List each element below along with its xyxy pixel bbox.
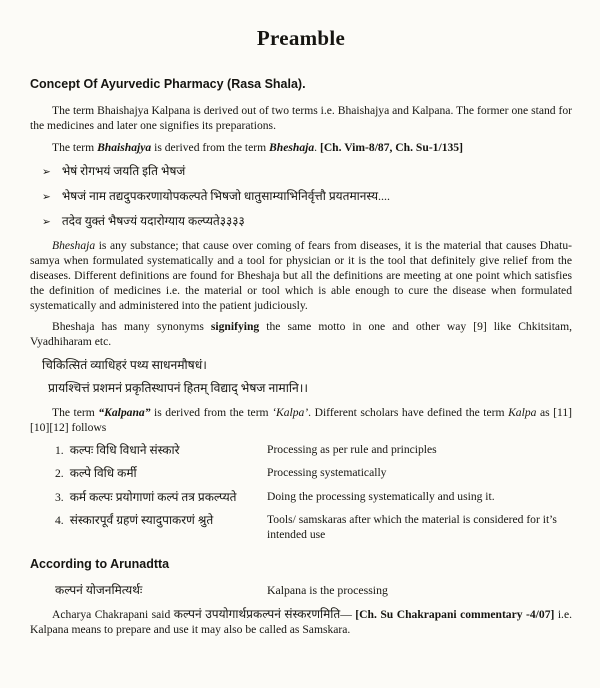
list-number: 2. bbox=[55, 467, 64, 481]
list-number: 4. bbox=[55, 514, 64, 528]
sutra-bullet-item bbox=[30, 214, 572, 230]
sanskrit-shloka-2: प्रायश्चित्तं प्रशमनं प्रकृतिस्थापनं हितम् विद्याद् भेषज नामानि।। bbox=[48, 380, 309, 395]
english-meaning: Tools/ samskaras after which the material is considered for it’s intended use bbox=[267, 513, 557, 541]
text-segment: is derived from the term bbox=[150, 405, 273, 419]
sutra-bullet-item bbox=[30, 189, 572, 205]
text-segment: . bbox=[314, 140, 320, 154]
list-number: 1. bbox=[55, 443, 64, 457]
text-segment: — bbox=[340, 608, 356, 622]
term-bhaishajya: Bhaishajya bbox=[97, 140, 152, 154]
section-heading-pharmacy: Concept Of Ayurvedic Pharmacy (Rasa Shala). bbox=[30, 77, 306, 91]
sanskrit-definition: कल्पे विधि कर्मी bbox=[69, 466, 137, 481]
english-meaning: Doing the processing systematically and using it. bbox=[267, 489, 495, 503]
kalpa-definition-row bbox=[30, 490, 572, 506]
text-segment: The term bbox=[52, 405, 99, 419]
arrowhead-bullet-icon: ➢ bbox=[42, 166, 51, 179]
paragraph-chakrapani bbox=[30, 607, 572, 638]
text-segment: is derived from the term bbox=[151, 140, 270, 154]
text-segment: Acharya Chakrapani said bbox=[52, 608, 174, 622]
page-title: Preamble bbox=[256, 26, 346, 50]
paragraph-bhaishajya-kalpana: The term Bhaishajya Kalpana is derived out of two terms i.e. Bhaishajya and Kalpana. The former one stand for the medicines and later one signifies its preparations. bbox=[30, 104, 572, 132]
arrowhead-bullet-icon: ➢ bbox=[42, 191, 51, 204]
sanskrit-shloka-1: चिकित्सितं व्याधिहरं पथ्य साधनमौषधं। bbox=[42, 357, 207, 372]
arrowhead-bullet-icon: ➢ bbox=[42, 216, 51, 229]
kalpa-definition-row bbox=[30, 513, 572, 542]
sanskrit-quote-chakrapani: कल्पनं उपयोगार्थप्रकल्पनं संस्करणमिति bbox=[173, 607, 341, 622]
term-kalpa: ‘Kalpa’ bbox=[272, 405, 309, 419]
sanskrit-sutra-3: तदेव युक्तं भैषज्यं यदारोग्याय कल्प्यते३३३३ bbox=[61, 214, 245, 229]
english-meaning: Kalpana is the processing bbox=[267, 582, 388, 597]
text-segment: The term bbox=[52, 140, 98, 154]
sanskrit-definition: कर्म कल्पः प्रयोगाणां कल्पं तत्र प्रकल्प्यते bbox=[69, 489, 237, 504]
sanskrit-definition: कल्पः विधि विधाने संस्कारे bbox=[69, 442, 180, 457]
text-segment: i.e. Kalpana means to prepare and use it may also be called as Samskara. bbox=[30, 608, 572, 637]
english-meaning: Processing as per rule and principles bbox=[267, 442, 437, 456]
term-bheshaja: Bheshaja bbox=[269, 140, 315, 154]
paragraph-bheshaja-definition bbox=[30, 239, 572, 313]
text-segment: is any substance; that cause over coming of fears from diseases, it is the material that causes Dhatu-samya when formulated systematically and a tool for physician or it is the tool that definitely give relief from the diseases. Different definitions are found for Bheshaja but all the definitions are meeting at one point which satisfies the definition of medicines i.e. the material or tool which is able enough to cure the disease when formulated systematically and administered into the patient judiciously. bbox=[30, 239, 572, 312]
kalpa-definition-row bbox=[30, 466, 572, 482]
text-segment: . Different scholars have defined the term bbox=[308, 405, 509, 419]
kalpa-definition-row bbox=[30, 443, 572, 459]
emphasis-signifying: signifying bbox=[210, 320, 260, 334]
text-segment: the same motto in one and other way [9] like Chkitsitam, Vyadhiharam etc. bbox=[30, 320, 572, 349]
sanskrit-sutra-1: भेषं रोगभयं जयति इति भेषजं bbox=[61, 164, 186, 179]
term-bheshaja: Bheshaja bbox=[52, 239, 96, 253]
citation-chakrapani: [Ch. Su Chakrapani commentary -4/07] bbox=[355, 608, 555, 622]
paragraph-kalpana-derivation bbox=[30, 406, 572, 436]
paragraph-bhaishajya-derivation bbox=[30, 141, 572, 156]
sanskrit-definition: संस्कारपूर्वं ग्रहणं स्यादुपाकरणं श्रुते bbox=[69, 513, 214, 528]
sanskrit-definition: कल्पनं योजनमित्यर्थः bbox=[55, 582, 143, 597]
text-segment: Bheshaja has many synonyms bbox=[52, 320, 211, 334]
sanskrit-sutra-2: भेषजं नाम तद्यदुपकरणायोपकल्पते भिषजो धातुसाम्याभिनिर्वृत्तौ प्रयतमानस्य.... bbox=[61, 189, 391, 204]
section-heading-arunadtta: According to Arunadtta bbox=[30, 556, 170, 571]
sutra-bullet-item bbox=[30, 164, 572, 180]
citation-charaka: [Ch. Vim-8/87, Ch. Su-1/135] bbox=[319, 140, 463, 154]
arunadtta-definition-row bbox=[30, 583, 572, 598]
term-kalpana: “Kalpana” bbox=[98, 405, 151, 419]
term-kalpa: Kalpa bbox=[508, 405, 537, 419]
text-segment: as [11][10][12] follows bbox=[30, 405, 573, 434]
english-meaning: Processing systematically bbox=[267, 466, 387, 480]
paragraph-synonyms bbox=[30, 320, 572, 350]
list-number: 3. bbox=[55, 490, 64, 504]
